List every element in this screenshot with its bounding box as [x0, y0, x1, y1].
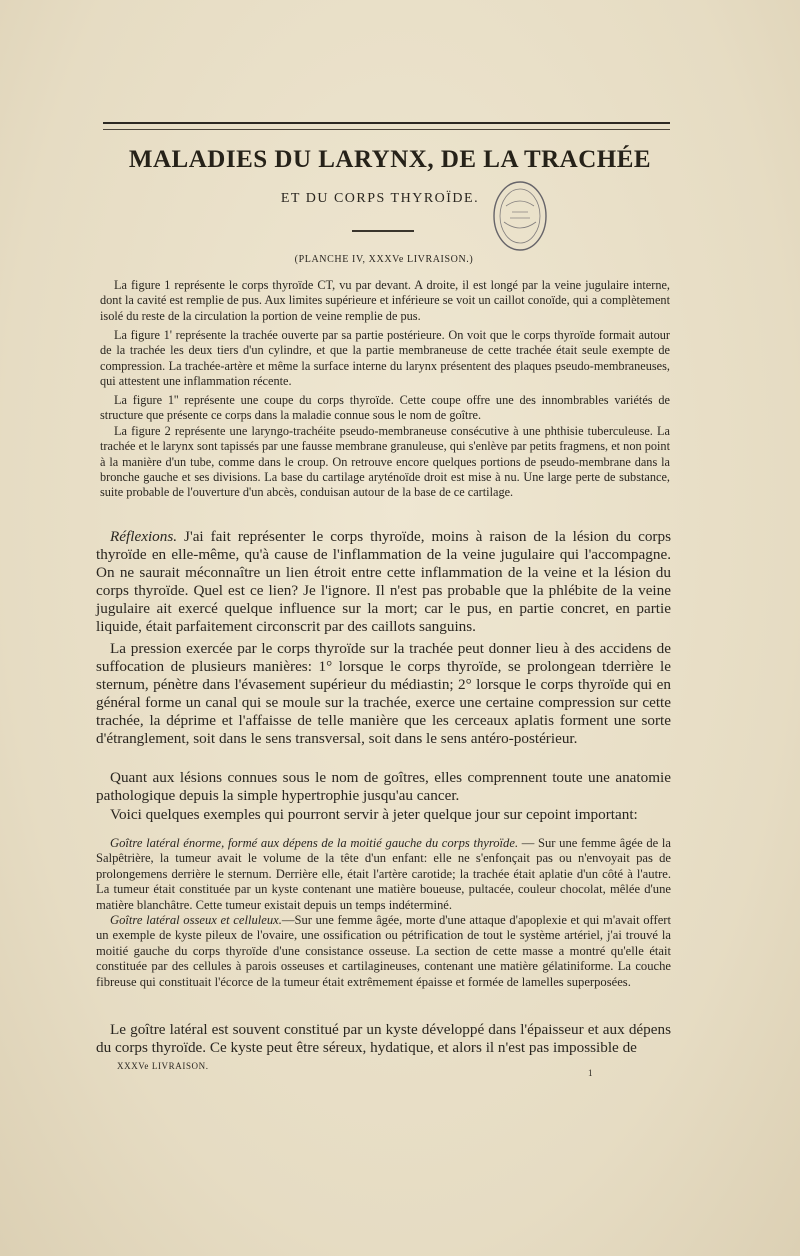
goitres-paragraph: Quant aux lésions connues sous le nom de goîtres, elles comprennent toute une anatomie pathologique depuis la simple hypertrophie jusqu'au cancer.	[96, 769, 671, 805]
reflexions-lead: Réflexions.	[110, 528, 178, 545]
example-2-paragraph	[96, 913, 671, 990]
short-divider	[352, 230, 414, 232]
reflexions-text: J'ai fait représenter le corps thyroïde, moins à raison de la lésion du corps thyroïde en elle-même, qu'à cause de l'inflammation de la veine jugulaire qui l'accompagne. On ne saurait méconnaître un lien étroit entre cette inflammation de la veine et la lésion du corps thyroïde. Quel est ce lien? Je l'ignore. Il n'est pas probable que la phlébite de la veine jugulaire ait exercé quelque influence sur la mort; car le pus, en partie concret, en partie liquide, était parfaitement circonscrit par des caillots sanguins.	[96, 528, 671, 636]
pression-paragraph: La pression exercée par le corps thyroïde sur la trachée peut donner lieu à des accidens de suffocation de plusieurs manières: 1° lorsque le corps thyroïde, se prolongean tderrière le sternum, pénètre dans l'évasement supérieur du médiastin; 2° lorsque le corps thyroïde qui en général forme un canal qui se moule sur la trachée, exerce une certaine compression sur cette trachée, la déprime et l'affaisse de telle manière que les cerceaux aplatis forment une sorte d'étranglement, soit dans le sens transversal, soit dans le sens antéro-postérieur.	[96, 640, 671, 748]
paragraph-figure-1-second: La figure 1'' représente une coupe du corps thyroïde. Cette coupe offre une des innombrables variétés de structure que présente ce corps dans la maladie connue sous le nom de goître.	[100, 393, 670, 423]
closing-paragraph: Le goître latéral est souvent constitué par un kyste développé dans l'épaisseur et aux dépens du corps thyroïde. Ce kyste peut être séreux, hydatique, et alors il n'est pas impossible de	[96, 1021, 671, 1057]
page-title: MALADIES DU LARYNX, DE LA TRACHÉE	[128, 146, 652, 173]
example-1-text: — Sur une femme âgée de la Salpêtrière, la tumeur avait le volume de la tête d'un enfant: elle ne s'enfonçait pas ou n'envoyait pas de prolongemens derrière le sternum. Derrière elle, était l'artère carotide; la trachée était aplatie d'un côté à l'autre. La tumeur était constituée par un kyste contenant une matière boueuse, pultacée, couleur chocolat, mêlée d'une matière blanchâtre. Cette tumeur existait depuis un temps indéterminé.	[96, 836, 671, 912]
footer-signature: 1	[588, 1068, 593, 1078]
page-subtitle: ET DU CORPS THYROÏDE.	[280, 191, 480, 206]
example-2-lead: Goître latéral osseux et celluleux.	[110, 913, 282, 927]
example-1-paragraph	[96, 836, 671, 913]
paragraph-figure-1-prime: La figure 1' représente la trachée ouverte par sa partie postérieure. On voit que le corps thyroïde formait autour de la trachée les deux tiers d'un cylindre, et que la partie membraneuse de cette trachée était seule exempte de compression. La trachée-artère et même la surface interne du larynx présentent des plaques pseudo-membraneuses, qui attestent une inflammation récente.	[100, 328, 670, 388]
exemples-paragraph: Voici quelques exemples qui pourront servir à jeter quelque jour sur cepoint important:	[110, 806, 638, 823]
paragraph-figure-2: La figure 2 représente une laryngo-trachéite pseudo-membraneuse consécutive à une phthisie tuberculeuse. La trachée et le larynx sont tapissés par une fausse membrane granuleuse, qui s'enlève par petits fragmens, et non point à la manière d'un tube, comme dans le croup. On retrouve encore quelques portions de pseudo-membrane dans la bronche gauche et ses divisions. La base du cartilage aryténoïde droit est mise à nu. Une large perte de substance, suite probable de l'ouverture d'un abcès, conduisan autour de la base de ce cartilage.	[100, 424, 670, 500]
library-stamp-icon	[488, 176, 558, 258]
paragraph-figure-1: La figure 1 représente le corps thyroïde CT, vu par devant. A droite, il est longé par la veine jugulaire interne, dont la cavité est remplie de pus. Aux limites supérieure et inférieure se voit un caillot conoïde, qui a complètement isolé du reste de la circulation la portion de veine remplie de pus.	[100, 278, 670, 323]
reflexions-paragraph	[96, 528, 671, 637]
example-1-lead: Goître latéral énorme, formé aux dépens de la moitié gauche du corps thyroïde.	[110, 836, 519, 850]
footer-livraison: XXXVe LIVRAISON.	[117, 1061, 209, 1071]
top-thin-rule	[103, 129, 670, 130]
planche-label: (PLANCHE IV, XXXVe LIVRAISON.)	[294, 254, 474, 265]
example-2-text: —Sur une femme âgée, morte d'une attaque d'apoplexie et qui m'avait offert un exemple de kyste pileux de l'ovaire, une ossification ou pétrification de tout le système artériel, j'ai trouvé la moitié gauche du corps thyroïde d'une consistance osseuse. La section de cette masse a montré qu'elle était constituée par des cellules à parois osseuses et cartilagineuses, contenant une matière gélatiniforme. La couche fibreuse qui constituait l'écorce de la tumeur était extrêmement épaisse et formée de lamelles superposées.	[96, 913, 671, 989]
